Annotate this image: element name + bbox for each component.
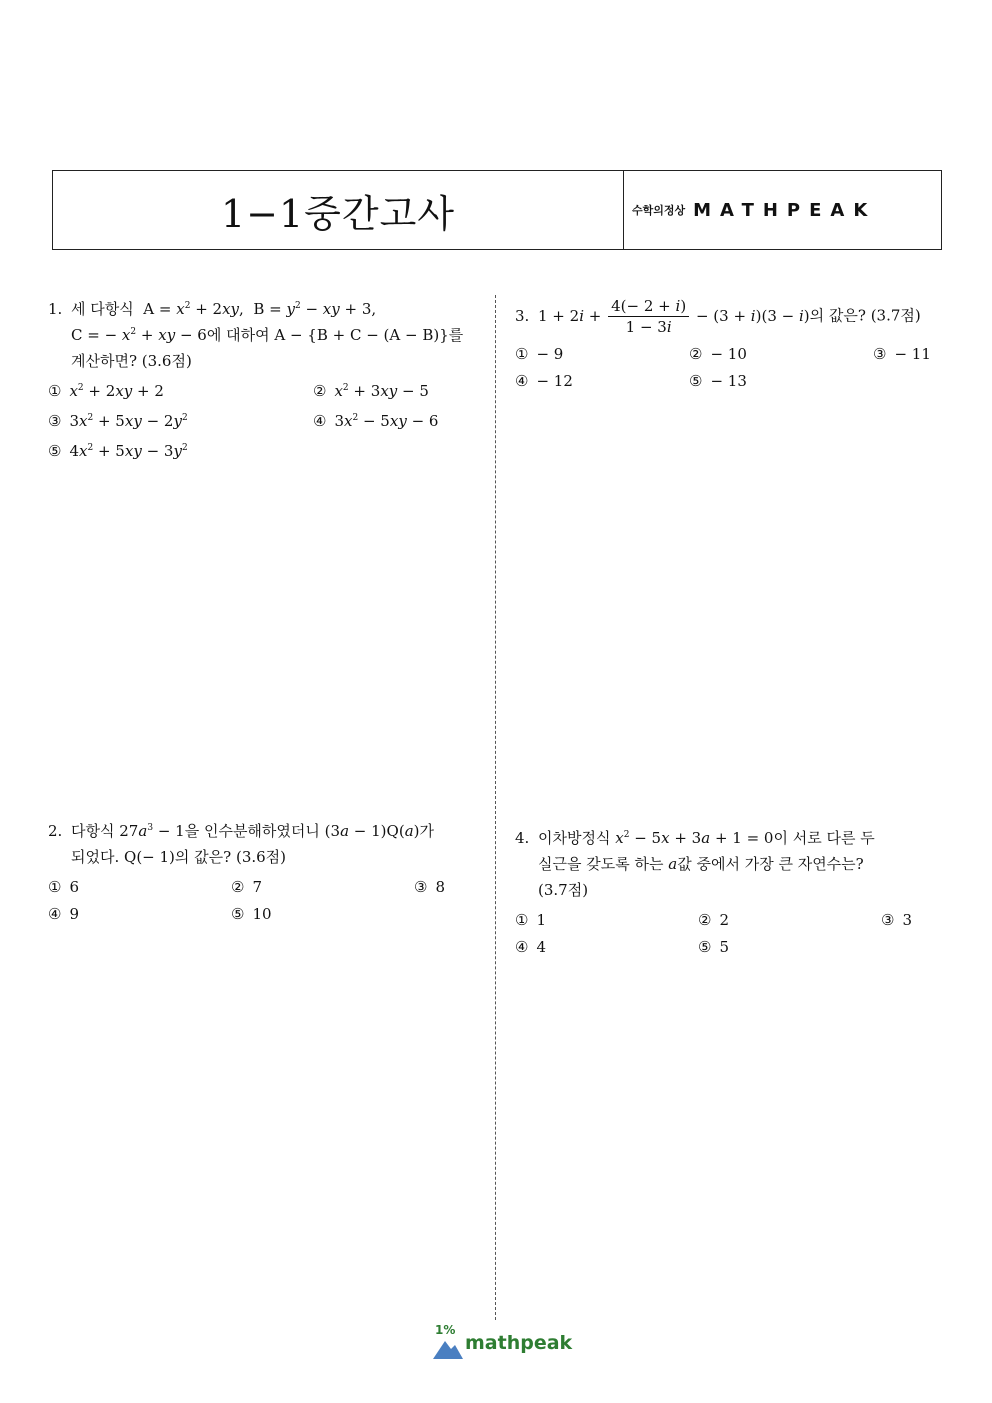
choice[interactable]: ③ 8 <box>414 878 445 896</box>
answer-choices <box>48 874 488 930</box>
math-expression: (3a − 1)Q(a) <box>324 822 420 840</box>
choice[interactable]: ④ $3x^2 - 5xy - 6$ <box>313 412 439 430</box>
choice[interactable]: ③ − 11 <box>873 345 931 363</box>
math-expression: Q(− 1) <box>124 848 175 866</box>
choice[interactable]: ⑤ 5 <box>698 938 729 956</box>
choice[interactable]: ④ 4 <box>515 938 546 956</box>
question-number: 2. <box>48 822 63 840</box>
logo-percent: 1% <box>435 1323 456 1337</box>
choice[interactable]: ② − 10 <box>689 345 747 363</box>
answer-choices <box>515 341 955 397</box>
choice[interactable]: ③ 3 <box>881 911 912 929</box>
exam-title: 1−1중간고사 <box>53 171 624 249</box>
question-number: 3. <box>515 306 530 325</box>
question-3: 3. 1 + 2i + $\frac{4(- 2 + i)}{1 - 3i}$ − (3 + i)(3 − i)의 값은? (3.7점) ① − 9 ② − 10 ③ − 11 ④ − 12 ⑤ − 13 <box>515 296 955 397</box>
brand-name: MATHPEAK <box>693 199 877 221</box>
choice[interactable]: ① 1 <box>515 911 546 929</box>
choice[interactable]: ④ − 12 <box>515 372 573 390</box>
choice[interactable]: ① 6 <box>48 878 79 896</box>
question-1: 1. 세 다항식 $A = x^2 + 2xy$, $B = y^2$ − xy + 3, C = − $x^2$ + xy − 6에 대하여 A − {B + C − (A − B)}를 계산하면? (3.6점) ① $x^2 + 2xy + 2$ ② $x^2 + 3xy - 5$ ③ $3x^2 + 5xy - 2y^2$ ④ $3x^2 - 5xy - 6$ ⑤ $4x^2 + 5xy - 3y^2$ <box>48 296 488 468</box>
choice[interactable]: ⑤ $4x^2 + 5xy - 3y^2$ <box>48 442 188 460</box>
choice[interactable]: ③ $3x^2 + 5xy - 2y^2$ <box>48 412 188 430</box>
answer-choices <box>48 378 488 468</box>
choice[interactable]: ⑤ − 13 <box>689 372 747 390</box>
math-expression: $27a^3 - 1$ <box>119 822 185 840</box>
choice[interactable]: ① − 9 <box>515 345 564 363</box>
exam-header <box>52 170 942 250</box>
choice[interactable]: ① $x^2 + 2xy + 2$ <box>48 382 164 400</box>
question-2: 2. 다항식 $27a^3 - 1$을 인수분해하였더니 (3a − 1)Q(a)가 되었다. Q(− 1)의 값은? (3.6점) ① 6 ② 7 ③ 8 ④ 9 ⑤ 10 <box>48 818 488 930</box>
brand-subtitle: 수학의정상 <box>632 204 686 217</box>
math-expression: $A = x^2 + 2xy$, $B = y^2$ − xy + 3, <box>143 300 377 318</box>
choice[interactable]: ② $x^2 + 3xy - 5$ <box>313 382 429 400</box>
math-expression: 1 + 2i + $\frac{4(- 2 + i)}{1 - 3i}$ − (3 + i)(3 − i) <box>538 297 810 336</box>
column-divider <box>495 295 496 1320</box>
mountain-icon <box>433 1337 463 1359</box>
math-expression: $x^2 - 5x + 3a + 1 = 0$ <box>615 829 774 847</box>
question-number: 4. <box>515 829 530 847</box>
choice[interactable]: ⑤ 10 <box>231 905 272 923</box>
question-4: 4. 이차방정식 $x^2 - 5x + 3a + 1 = 0$이 서로 다른 두 실근을 갖도록 하는 a값 중에서 가장 큰 자연수는? (3.7점) ① 1 ② 2 ③ 3 ④ 4 ⑤ 5 <box>515 825 955 963</box>
choice[interactable]: ② 7 <box>231 878 262 896</box>
answer-choices <box>515 907 955 963</box>
mathpeak-logo <box>433 1323 573 1363</box>
logo-wordmark: mathpeak <box>465 1332 573 1354</box>
math-expression: A − {B + C − (A − B)} <box>274 326 449 344</box>
brand <box>624 171 941 249</box>
choice[interactable]: ④ 9 <box>48 905 79 923</box>
question-number: 1. <box>48 300 63 318</box>
math-expression: C = − $x^2$ + xy − 6 <box>71 326 207 344</box>
choice[interactable]: ② 2 <box>698 911 729 929</box>
